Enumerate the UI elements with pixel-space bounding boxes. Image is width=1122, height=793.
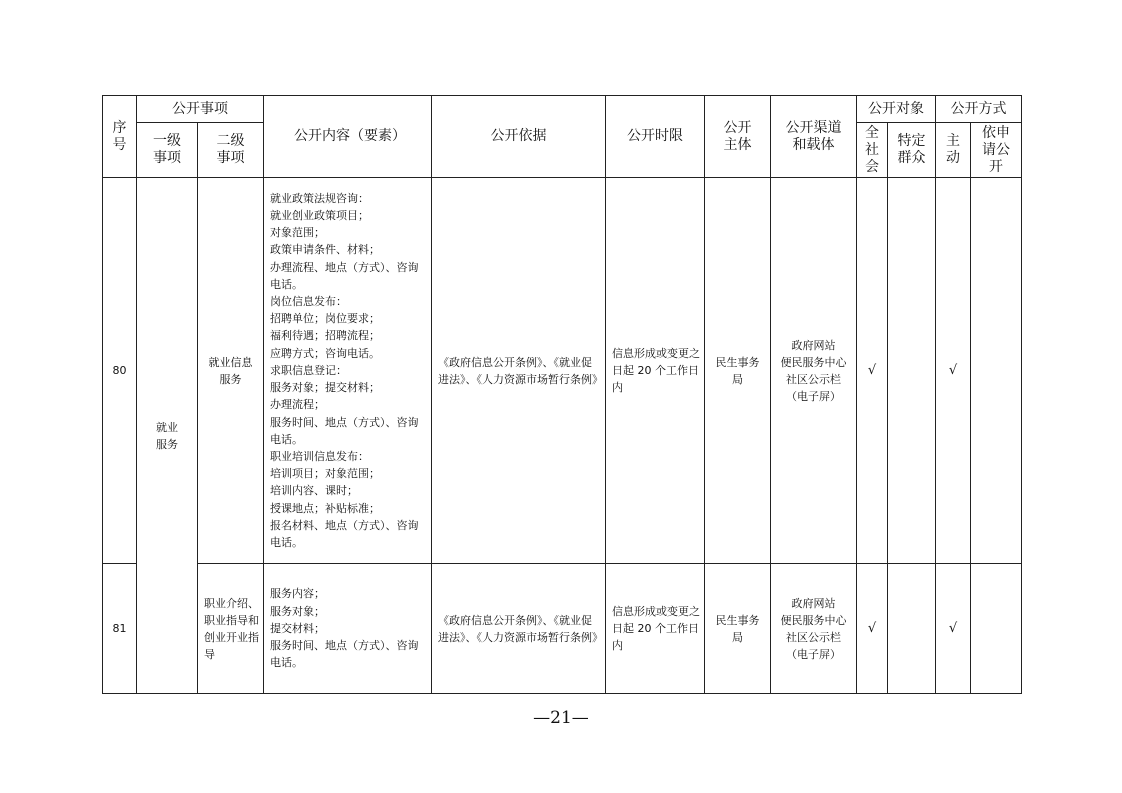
- row-method-apply: [971, 564, 1022, 694]
- header-seq: 序号: [103, 96, 137, 178]
- header-items-group: 公开事项: [137, 96, 264, 123]
- header-method-apply: 依申请公开: [971, 123, 1022, 178]
- content-line: 授课地点；补贴标准；: [270, 501, 380, 515]
- content-line: 应聘方式；咨询电话。: [270, 346, 380, 360]
- row-basis: 《政府信息公开条例》、《就业促进法》、《人力资源市场暂行条例》: [432, 564, 606, 694]
- header-level1: 一级事项: [137, 123, 198, 178]
- content-line: 培训内容、课时；: [270, 484, 358, 498]
- row-content: [264, 564, 432, 694]
- row-content: [264, 178, 432, 564]
- header-method-active: 主动: [936, 123, 971, 178]
- row-target-all: √: [857, 564, 888, 694]
- content-line: 培训项目；对象范围；: [270, 467, 380, 481]
- disclosure-table: [102, 95, 1022, 694]
- content-line: 服务对象；提交材料；: [270, 381, 380, 395]
- row-method-active: √: [936, 178, 971, 564]
- content-line: 政策申请条件、材料；: [270, 243, 380, 257]
- header-basis: 公开依据: [432, 96, 606, 178]
- row-seq: 81: [103, 564, 137, 694]
- content-line: 服务内容；: [270, 587, 325, 601]
- header-content: 公开内容（要素）: [264, 96, 432, 178]
- row-subject: 民生事务局: [705, 564, 771, 694]
- row-time-limit: 信息形成或变更之日起 20 个工作日内: [606, 178, 705, 564]
- content-line: 服务时间、地点（方式）、咨询电话。: [270, 415, 419, 446]
- row-seq: 80: [103, 178, 137, 564]
- header-channel: 公开渠道和载体: [771, 96, 857, 178]
- row-target-specific: [888, 564, 936, 694]
- row-method-active: √: [936, 564, 971, 694]
- content-line: 服务对象；: [270, 604, 325, 618]
- header-subject: 公开主体: [705, 96, 771, 178]
- table-row: [103, 564, 1022, 694]
- row-target-all: √: [857, 178, 888, 564]
- content-line: 办理流程；: [270, 398, 325, 412]
- header-target-group: 公开对象: [857, 96, 936, 123]
- content-line: 提交材料；: [270, 621, 325, 635]
- content-line: 招聘单位；岗位要求；: [270, 312, 380, 326]
- page-number: —21—: [533, 708, 589, 728]
- row-basis: 《政府信息公开条例》、《就业促进法》、《人力资源市场暂行条例》: [432, 178, 606, 564]
- content-line: 岗位信息发布：: [270, 295, 347, 309]
- content-line: 求职信息登记：: [270, 363, 347, 377]
- row-method-apply: [971, 178, 1022, 564]
- content-line: 就业政策法规咨询：: [270, 191, 369, 205]
- content-line: 福利待遇；招聘流程；: [270, 329, 380, 343]
- row-level2: 就业信息服务: [198, 178, 264, 564]
- row-level2: 职业介绍、职业指导和创业开业指导: [198, 564, 264, 694]
- row-target-specific: [888, 178, 936, 564]
- header-target-all: 全社会: [857, 123, 888, 178]
- row-time-limit: 信息形成或变更之日起 20 个工作日内: [606, 564, 705, 694]
- content-line: 职业培训信息发布：: [270, 449, 369, 463]
- header-level2: 二级事项: [198, 123, 264, 178]
- header-time-limit: 公开时限: [606, 96, 705, 178]
- content-line: 办理流程、地点（方式）、咨询电话。: [270, 260, 419, 291]
- header-target-specific: 特定群众: [888, 123, 936, 178]
- category-cell: 就业服务: [137, 178, 198, 694]
- header-method-group: 公开方式: [936, 96, 1022, 123]
- content-line: 就业创业政策项目；: [270, 209, 369, 223]
- row-channel: 政府网站 便民服务中心 社区公示栏 （电子屏）: [771, 178, 857, 564]
- row-subject: 民生事务局: [705, 178, 771, 564]
- content-line: 对象范围；: [270, 226, 325, 240]
- content-line: 报名材料、地点（方式）、咨询电话。: [270, 518, 419, 549]
- content-line: 服务时间、地点（方式）、咨询电话。: [270, 639, 419, 670]
- table-row: [103, 178, 1022, 564]
- row-channel: 政府网站 便民服务中心 社区公示栏 （电子屏）: [771, 564, 857, 694]
